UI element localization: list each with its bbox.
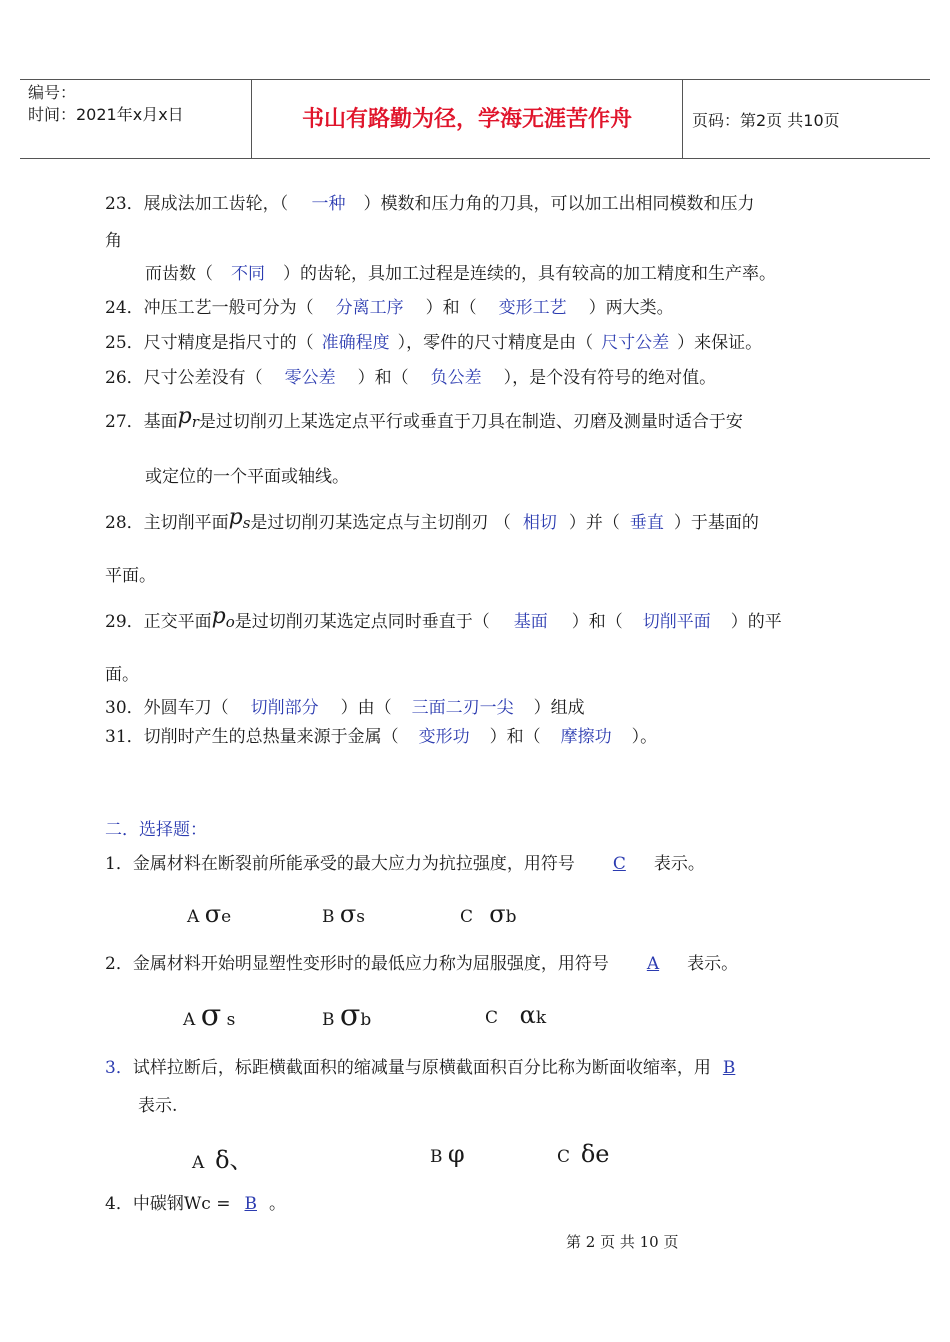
section-heading: 二．选择题：	[105, 820, 207, 840]
question-text: 是过切削刃某选定点同时垂直于（	[234, 612, 490, 632]
option-b: B σb	[322, 998, 372, 1033]
question-text: 基面	[143, 412, 178, 432]
option-c: C σb	[460, 900, 517, 928]
question-text: 切削时产生的总热量来源于金属（	[143, 727, 399, 747]
option-a: A σ s	[183, 998, 236, 1033]
question-30	[105, 697, 585, 719]
question-number: 26．	[105, 368, 144, 388]
question-31	[105, 726, 657, 748]
question-25	[105, 332, 762, 354]
answer: 变形功	[418, 727, 470, 747]
question-text: 尺寸精度是指尺寸的（	[143, 333, 314, 353]
question-text: ）和（	[425, 298, 477, 318]
question-text: 尺寸公差没有（	[143, 368, 263, 388]
question-text: 表示。	[687, 954, 739, 974]
answer: 不同	[231, 264, 265, 284]
question-text: 是过切削刃某选定点与主切削刃 （	[250, 513, 511, 533]
answer: 负公差	[430, 368, 482, 388]
question-text: 金属材料开始明显塑性变形时的最低应力称为屈服强度，用符号	[132, 954, 609, 974]
page-footer: 第 2 页 共 10 页	[566, 1233, 679, 1251]
question-23	[105, 193, 755, 215]
answer: A	[646, 954, 660, 974]
answer: 切削平面	[642, 612, 711, 632]
question-text: 中碳钢Wc =	[132, 1194, 231, 1214]
question-28	[105, 505, 759, 534]
header-date: 时间：2021年x月x日	[28, 105, 184, 124]
answer: 准确程度	[321, 333, 390, 353]
delta-symbol: δe	[580, 1140, 610, 1168]
answer: 切削部分	[250, 698, 319, 718]
option-a: A δ、	[192, 1146, 254, 1174]
question-text: 试样拉断后，标距横截面积的缩减量与原横截面积百分比称为断面收缩率，用	[132, 1058, 711, 1078]
header-meta	[28, 82, 184, 126]
answer: 尺寸公差	[601, 333, 670, 353]
sigma-symbol: σ	[489, 900, 506, 928]
question-number: 28．	[105, 513, 144, 533]
question-28-cont: 平面。	[105, 566, 156, 586]
answer: 垂直	[629, 513, 664, 533]
math-symbol: p	[177, 404, 192, 429]
answer: 零公差	[284, 368, 336, 388]
question-text: ）的齿轮，具加工过程是连续的，具有较高的加工精度和生产率。	[283, 264, 776, 284]
sigma-symbol: σ	[200, 998, 222, 1033]
question-27	[105, 404, 743, 433]
question-29	[105, 604, 782, 633]
answer: 变形工艺	[498, 298, 567, 318]
sigma-symbol: σ	[339, 998, 361, 1033]
question-number: 31．	[105, 727, 144, 747]
question-number: 2．	[105, 954, 133, 974]
choice-question-3-cont: 表示.	[138, 1096, 178, 1116]
header-serial: 编号：	[28, 83, 77, 102]
answer: 相切	[522, 513, 557, 533]
alpha-symbol: α	[519, 1001, 536, 1029]
answer: B	[244, 1194, 257, 1214]
math-subscript: s	[242, 514, 251, 532]
question-23-cont	[145, 263, 776, 285]
sigma-symbol: σ	[204, 900, 222, 928]
answer: B	[722, 1058, 736, 1078]
option-c: C αk	[485, 1001, 547, 1029]
question-text: 主切削平面	[143, 513, 229, 533]
question-text: 外圆车刀（	[143, 698, 229, 718]
question-number: 29．	[105, 612, 144, 632]
question-text: ）和（	[357, 368, 409, 388]
question-text: ）两大类。	[588, 298, 674, 318]
question-24	[105, 297, 674, 319]
answer: 一种	[311, 194, 346, 214]
header-divider	[682, 80, 683, 158]
question-text: ）由（	[340, 698, 392, 718]
question-text: 正交平面	[143, 612, 212, 632]
question-29-cont: 面。	[105, 665, 139, 685]
option-a: A σe	[187, 900, 232, 928]
question-text: 冲压工艺一般可分为（	[143, 298, 314, 318]
question-27-cont: 或定位的一个平面或轴线。	[145, 467, 349, 487]
question-text: ），零件的尺寸精度是由（	[397, 333, 594, 353]
question-text: 金属材料在断裂前所能承受的最大应力为抗拉强度，用符号	[132, 854, 575, 874]
option-b: B σs	[322, 900, 366, 928]
question-text: ）。	[631, 727, 658, 747]
question-text: ）和（	[489, 727, 541, 747]
question-23-wrap: 角	[105, 231, 122, 251]
question-text: ）和（	[571, 612, 623, 632]
answer: 摩擦功	[560, 727, 612, 747]
question-text: 展成法加工齿轮，（	[143, 194, 289, 214]
question-number: 25．	[105, 333, 144, 353]
choice-question-4	[105, 1193, 286, 1215]
math-subscript: r	[191, 413, 199, 431]
question-number: 1．	[105, 854, 133, 874]
math-symbol: p	[211, 604, 226, 629]
sigma-symbol: σ	[339, 900, 357, 928]
phi-symbol: φ	[447, 1140, 465, 1168]
question-number: 30．	[105, 698, 144, 718]
answer: 三面二刃一尖	[411, 698, 514, 718]
question-26	[105, 367, 716, 389]
question-text: ）组成	[533, 698, 585, 718]
header-motto: 书山有路勤为径，学海无涯苦作舟	[301, 107, 632, 132]
question-number: 23．	[105, 194, 144, 214]
question-text: 是过切削刃上某选定点平行或垂直于刀具在制造、刃磨及测量时适合于安	[198, 412, 743, 432]
question-text: ）来保证。	[677, 333, 763, 353]
question-text: ）于基面的	[673, 513, 759, 533]
question-number: 27．	[105, 412, 144, 432]
question-text: ），是个没有符号的绝对值。	[503, 368, 717, 388]
question-text: 表示。	[653, 854, 705, 874]
header-page-number: 页码：第2页 共10页	[692, 111, 840, 130]
question-number: 3．	[105, 1058, 133, 1078]
answer: C	[612, 854, 626, 874]
question-text: ）并（	[568, 513, 620, 533]
choice-question-2	[105, 953, 738, 975]
answer: 分离工序	[335, 298, 404, 318]
option-c: C δe	[557, 1140, 610, 1168]
option-b: B φ	[430, 1140, 465, 1168]
choice-question-1	[105, 853, 705, 875]
page-header	[20, 79, 930, 159]
choice-question-3	[105, 1057, 735, 1079]
question-text: 而齿数（	[145, 264, 213, 284]
question-number: 24．	[105, 298, 144, 318]
question-number: 4．	[105, 1194, 133, 1214]
delta-symbol: δ、	[215, 1146, 254, 1174]
question-text: 。	[268, 1194, 286, 1214]
question-text: ）的平	[730, 612, 782, 632]
math-symbol: p	[228, 505, 243, 530]
question-text: ）模数和压力角的刀具，可以加工出相同模数和压力	[363, 194, 755, 214]
answer: 基面	[513, 612, 548, 632]
math-subscript: o	[225, 613, 235, 631]
